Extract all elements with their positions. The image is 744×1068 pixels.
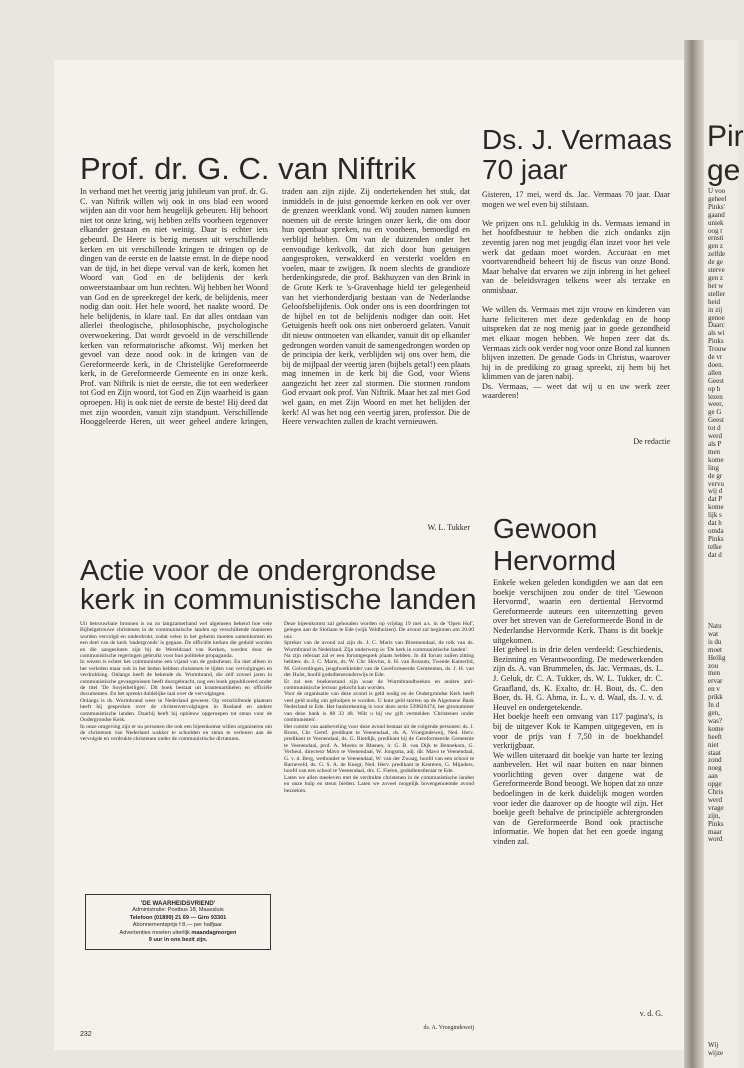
colophon-ads-deadline: maandagmorgen (191, 929, 237, 936)
colophon-title: 'DE WAARHEIDSVRIEND' (140, 900, 216, 907)
next-page-text-top: U voo geheel Pinks' gaand uniek oog t ernsti gen z zelfde de ge sterve gen z het w steller heid in zij genoe Daarc als wi Pinks Trouw de vr doen. allen Geest op h lezen weer, ge G Geest tot d werd als P men kome ling de gr vervu wij d dat P kome lijk s dat h omda Pinks telke dat d (708, 187, 727, 559)
niftrik-signature: W. L. Tukker (427, 523, 470, 532)
page-number: 232 (80, 1031, 92, 1038)
colophon-box (85, 894, 271, 950)
vermaas-heading: Ds. J. Vermaas 70 jaar (482, 124, 672, 185)
colophon-price: Abonnementsprijs f 8,— per halfjaar. (132, 922, 224, 929)
niftrik-text: In verband met het veertig jarig jubileum van prof. dr. G. C. van Niftrik willen wij ook in ons blad een woord wijden aan dit voor hem heugelijk gebeuren. Hij behoort niet tot onze kring, wij hebben zelfs voorheen tegenover elkander gestaan en niet weinig. Daar is echter iets gebeurd. De Heere is bezig mensen uit verschillende kerken en uit verschillende kringen te dringen op de dingen van de eerste en de laatste ernst. In de diepe nood van de tijd, in het diepe verval van de kerk, komen het Woord van God en de belijdenis der kerk onweerstaanbaar om hun rechten. Wij hebben het Woord van God en de spreekregel der kerk, de belijdenis, meer nodig dan ooit. Het hele woord, het naakte woord. De hele belijdenis, in klare taal. En dat alles ontdaan van allerlei theologische, philosophische, psychologische overwoekering. Dat wordt gevoeld in de verschillende kerken van reformatorische afkomst. Wij merken het gevoel van deze nood ook in de kringen van de Gereformeerde kerk, in de Christelijke Gereformeerde kerk, in de Gereformeerde Gemeente en in onze kerk. Prof. van Niftrik is niet de eerste, die tot een wederkeer tot God en Zijn woord, tot God en Zijn waarheid is gaan oproepen. Hij is ook niet de eerste de beste! Hij deed dat met zijn woorden, vanuit zijn standpunt. Verschillende Hooggeleerde Heren, uit weer geheel andere kringen, traden aan zijn zijde. Zij ondertekenden het stuk, dat inmiddels in de juist genoemde kerken en ook ver over de grenzen weerklank vond. Wij zouden namen kunnen noemen uit de eerste kringen onzer kerk, die ons door hun openbaar spreken, nu en voorheen, bemoedigd en verblijd hebben. Om van de duizenden onder het eenvoudige kerkvolk, dat zich door hun getuigen aangesproken, verwakkerd en versterkt voelden en voelen, maar te zwijgen. Ik noem slechts de grandioze herdenkingsrede, die prof. Bakhuyzen van den Brink in de Grote Kerk te 's-Gravenhage hield ter gelegenheid van het vierhonderdjarig bestaan van de Nederlandse Geloofsbelijdenis. Ook onder ons is een doordringen tot de bijbel en tot de belijdenis nodiger dan ooit. Het Getuigenis heeft ook ons niet onberoerd gelaten. Vanuit dit nieuw ontmoeten van elkander, vanuit dit op elkander gedrongen worden vanuit de samengedrongen worden op de principia der kerk, verblijden wij ons over hem, die bij de mijlpaal der veertig jaren (bijbels getal!) een plaats mag innemen in de kerk bij die God, voor Wiens aangezicht het zeer zal stormen. Die stormen rondom God ervaart ook prof. Van Niftrik. Maar het zal met God wel gaan, en met Zijn Woord en met het belijden der kerk! Al was het nog een veertig jaren, professor. Die de Heere verwachten zullen de kracht vernieuwen. (80, 187, 470, 427)
actie-heading: Actie voor de ondergrondse kerk in communistische landen (80, 555, 477, 616)
colophon-ads-time: 9 uur in ons bezit zijn. (148, 937, 208, 944)
next-page-text-end: Wij wijze (708, 1041, 724, 1057)
vermaas-signature: De redactie (633, 437, 670, 446)
hervormd-signature: v. d. G. (639, 1009, 663, 1018)
actie-signature: ds. A. Vroegindeweij (423, 1025, 474, 1031)
colophon-phone: Telefoon (01899) 21 69 — Giro 93301 (129, 914, 227, 921)
page-gutter (684, 40, 704, 1068)
colophon-ads (90, 930, 266, 937)
niftrik-heading: Prof. dr. G. C. van Niftrik (80, 151, 416, 186)
niftrik-body (80, 187, 470, 512)
hervormd-heading: Gewoon Hervormd (493, 513, 616, 576)
next-page-edge (704, 40, 744, 1068)
vermaas-body: Gisteren, 17 mei, werd ds. Jac. Vermaas 70 jaar. Daar mogen we wel even bij stilstaan. We prijzen ons n.l. gelukkig in ds. Vermaas iemand in het hoofdbestuur te hebben die zich ondanks zijn zeventig jaren nog met jeugdig élan inzet voor het vele werk dat gedaan moet worden. Accuraat en met voortvarendheid beheert hij de fiscus van onze Bond. Maar behalve dat ervaren we zijn inbreng in het geheel van de beleidsvragen telkens weer als terzake en onmisbaar. We willen ds. Vermaas met zijn vrouw en kinderen van harte feliciteren met deze gedenkdag en de hoop uitspreken dat ze nog menig jaar in goede gezondheid met elkaar mogen hebben. We hopen zeer dat ds. Vermaas zich ook verder nog voor onze Bond zal kunnen blijven inzetten. De genade Gods in Christus, waarover hij in de prediking zo graag spreekt, zij hem bij het klimmen van de jaren nabij. Ds. Vermaas, — weet dat wij u en uw werk zeer waarderen! (482, 190, 670, 401)
actie-col1: Uit betrouwbare bronnen is nu zo langzamerhand wel algemeen bekend hoe vele Bijbelgetrouwe christenen in de communistische landen op verschillende manieren worden vervolgd en onderdrukt, zodat velen in het geheim moeten samenkomen en een deel van de kerk 'ondergronds' is gegaan. De officiële kerken die geduld worden en die aangesloten zijn bij de Wereldraad van Kerken, worden door de communistische regeringen gebruikt voor hun politieke propaganda. In wezen is echter het communisme een vijand van de godsdienst. En niet alleen in het verleden maar ook in het heden hebben christenen te lijden van vervolgingen en verdrukking. Onlangs heeft de bekende ds. Wurmbrand, die zelf zoveel jaren in communistische gevangenissen heeft doorgebracht, nog een boek gepubliceerd onder de titel 'De Sovjetheiligen'. Dit boek bestaat uit krantenartikelen en officiële documenten. En het spreekt duidelijke taal over de vervolgingen. Onlangs is ds. Wurmbrand weer in Nederland geweest. Op verschillende plaatsen heeft hij gesproken over de christenvervolgingen in Rusland en andere communistische landen. Daarbij heeft hij opnieuw opgeroepen tot steun voor de Ondergrondse Kerk. In onze omgeving zijn er nu personen die ook een bijeenkomst willen organiseren om de christenen van Nederland wakker te schudden en steun te verlenen aan de vervolgde en verdrukte christenen onder de communistische dictaturen. (80, 621, 272, 743)
hervormd-body: Enkele weken geleden kondigden we aan dat een boekje verschijnen zou onder de titel 'Gewoon Hervormd', waarin een dertiental Hervormd Gereformeerde auteurs een uiteenzetting geven over het streven van de Gereformeerde Bond in de Nederlandse Hervormde Kerk. Thans is dit boekje uitgekomen. Het geheel is in drie delen verdeeld: Geschiedenis, Bezinning en Verantwoording. De medewerkenden zijn ds. A. van Brummelen, ds. Jac. Vermaas, ds. L. J. Geluk, dr. C. A. Tukker, ds. W. L. Tukker, dr. C. Graafland, ds. K. Exalto, dr. H. Bout, ds. C. den Boer, ds. H. G. Abma, ir. L. v. d. Waal, ds. J. v. d. Heuvel en ondergetekende. Het boekje heeft een omvang van 117 pagina's, is bij de uitgever Kok te Kampen uitgegeven, en is voor de prijs van f 7,50 in de boekhandel verkrijgbaar. We willen uiteraard dit boekje van harte ter lezing aanbevelen. Het wil naar buiten en naar binnen voorlichting geven over datgene wat de Gereformeerde Bond beoogt. We hopen dat zo onze bedoelingen in de kerk duidelijk mogen worden voor ieder die daarover op de hoogte wil zijn. Het boekje geeft behalve de principiële achtergronden van de Gereformeerde Bond ook practische informatie. We hopen dat het een goede ingang vinden zal. (493, 578, 663, 847)
next-page-text-bottom: Natu wat is du moet Heilig zou men ervar en v prikk In d gen, was? kome heeft niet staat zond noeg aan opge Chris werd vrage zijn, Pinks maar word (708, 622, 726, 844)
actie-col2: Deze bijeenkomst zal gehouden worden op vrijdag 19 mei a.s. in de 'Open Hof', gelegen aan de Slotlaan te Ede (wijk Veldhuizen). De avond zal beginnen om 20.00 uur. Spreker van de avond zal zijn ds. J. C. Maris van Bloemendaal, de tolk van ds. Wurmbrand in Nederland. Zijn onderwerp is: 'De kerk in communistische landen'. Na zijn referaat zal er een forumgesprek plaats hebben. In dit forum zullen zitting hebben: ds. J. C. Maris, ds. W. Chr. Hovius, ir. H. van Rossum, Tweede Kamerlid, M. Golverdingen, jeugdwerkleider van de Gereformeerde Gemeenten, ds. J. H. van der Hulst, hoofd godsdienstonderwijs te Ede. Er zal een boekenstand zijn waar de Wurmbrandboeken en andere anti-communistische lectuur gekocht kan worden. Voor de organisatie van deze avond is geld nodig en de Ondergrondse Kerk heeft veel geld nodig om geholpen te worden. U kunt geld storten op de Algemene Bank Nederland te Ede. Het bankrekening is voor deze actie 539820474, het gironummer van deze bank is 88 33 48. Wilt u bij uw gift vermelden 'Christenen onder communisten'. Het comité van aanbeveling voor deze avond bestaat uit de volgende personen: ds. J. Brons, Chr. Geref. predikant te Veenendaal, ds. A. Vroegindeweij, Ned. Herv. predikant te Veenendaal, ds. G. Rietdijk, predikant bij de Gereformeerde Gemeente te Veenendaal, prof. A. Moens te Rhenen, ir. G. B. van Dijk te Bennekom, G. Verheul, directeur Mavo te Veenendaal, W. Jongsma, adj. dir. Mavo te Veenendaal, G. v. d. Berg, wethouder te Veenendaal, W. van der Zwaag, hoofd van een school te Barneveld, ds. G. S. A. de Knegt, Ned. Herv. predikant te Kesteren, G. Mijnders, hoofd van een school te Veenendaal, drs. C. Fieren, godsdienstleraar te Ede. Laten we allen meeleven met de verdrukte christenen in de communistische landen en onze hulp en steun bieden. Laten we zoveel mogelijk bovengenoemde avond bezoeken. (284, 621, 474, 794)
next-page-heading: Pir ge (707, 120, 744, 187)
colophon-ads-text: Advertenties moeten uiterlijk (119, 929, 192, 936)
colophon-admin: Administratie: Postbus 18, Maassluis (132, 907, 224, 914)
